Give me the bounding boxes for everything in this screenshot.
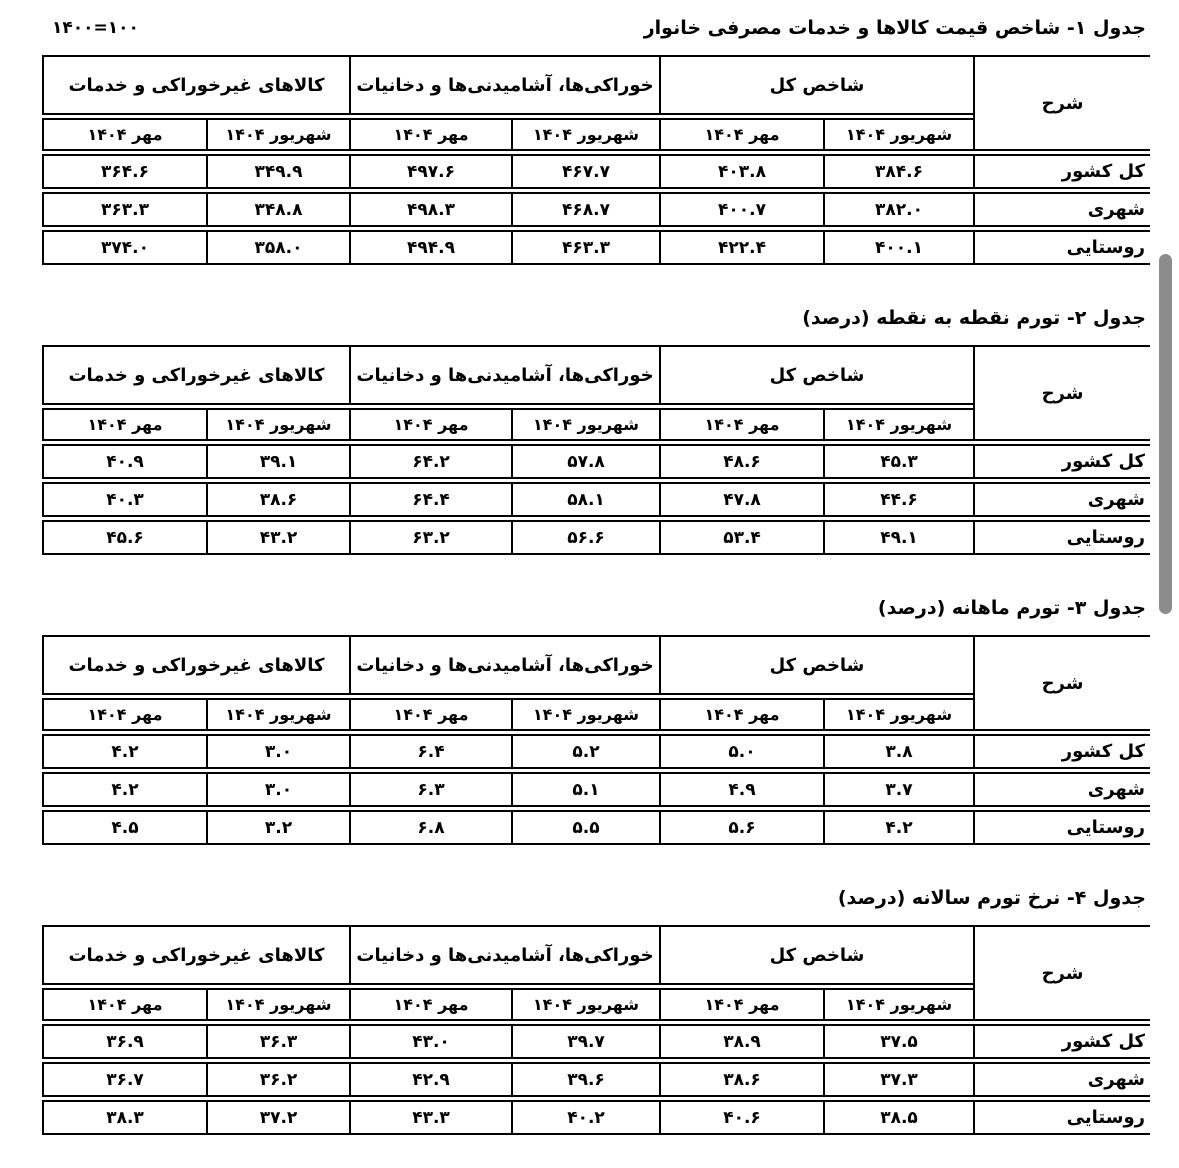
value-cell: ۴۶۳.۳ [511,230,659,265]
value-cell: ۵۳.۴ [659,520,823,555]
col-group-header: خوراکی‌ها، آشامیدنی‌ها و دخانیات [349,635,659,695]
value-cell: ۳.۰ [206,772,349,807]
value-cell: ۳۶.۹ [42,1024,206,1059]
value-cell: ۶۴.۴ [349,482,511,517]
row-label: کل کشور [973,1024,1150,1059]
col-group-header: شاخص کل [659,925,973,985]
table-title: جدول ۳- تورم ماهانه (درصد) [877,597,1146,619]
value-cell: ۴۰.۲ [511,1100,659,1135]
value-cell: ۳۸.۳ [42,1100,206,1135]
col-group-header: کالاهای غیرخوراکی و خدمات [42,635,349,695]
value-cell: ۴۰۳.۸ [659,154,823,189]
table-title-row [42,14,1146,42]
table-row [42,772,1150,807]
col-group-header: خوراکی‌ها، آشامیدنی‌ها و دخانیات [349,55,659,115]
value-cell: ۶.۳ [349,772,511,807]
table-title: جدول ۴- نرخ تورم سالانه (درصد) [837,887,1146,909]
value-cell: ۴.۲ [42,772,206,807]
value-cell: ۳۴۸.۸ [206,192,349,227]
row-label: کل کشور [973,444,1150,479]
col-subheader-month: مهر ۱۴۰۴ [659,408,823,441]
value-cell: ۶۴.۲ [349,444,511,479]
value-cell: ۵.۵ [511,810,659,845]
data-table-4 [42,922,1150,1138]
table-row [42,230,1150,265]
col-subheader-month: مهر ۱۴۰۴ [659,118,823,151]
value-cell: ۴۲۲.۴ [659,230,823,265]
table-row [42,444,1150,479]
value-cell: ۴۳.۲ [206,520,349,555]
table-row [42,1100,1150,1135]
col-group-header: شاخص کل [659,55,973,115]
table-row [42,1024,1150,1059]
col-subheader-month: مهر ۱۴۰۴ [659,988,823,1021]
data-table-1 [42,52,1150,268]
col-subheader-month: شهریور ۱۴۰۴ [511,698,659,731]
value-cell: ۳۸۴.۶ [823,154,973,189]
header-row-groups [42,55,1150,115]
value-cell: ۵۷.۸ [511,444,659,479]
col-subheader-month: شهریور ۱۴۰۴ [206,118,349,151]
value-cell: ۴۰.۶ [659,1100,823,1135]
value-cell: ۴۸.۶ [659,444,823,479]
col-subheader-month: شهریور ۱۴۰۴ [823,698,973,731]
col-subheader-month: مهر ۱۴۰۴ [349,408,511,441]
value-cell: ۳.۷ [823,772,973,807]
value-cell: ۴۴.۶ [823,482,973,517]
value-cell: ۳.۰ [206,734,349,769]
value-cell: ۴۶۸.۷ [511,192,659,227]
col-subheader-month: شهریور ۱۴۰۴ [206,988,349,1021]
col-subheader-month: شهریور ۱۴۰۴ [823,408,973,441]
col-subheader-month: شهریور ۱۴۰۴ [511,118,659,151]
document-page [42,14,1150,1138]
col-group-header: شاخص کل [659,345,973,405]
table-section-4 [42,884,1150,1138]
data-table-3 [42,632,1150,848]
value-cell: ۴۷.۸ [659,482,823,517]
value-cell: ۶۳.۲ [349,520,511,555]
value-cell: ۴۹.۱ [823,520,973,555]
col-group-header: خوراکی‌ها، آشامیدنی‌ها و دخانیات [349,345,659,405]
value-cell: ۴۵.۳ [823,444,973,479]
table-row [42,192,1150,227]
col-subheader-month: شهریور ۱۴۰۴ [206,408,349,441]
table-title-row [42,884,1146,912]
row-label: شهری [973,482,1150,517]
table-title-row [42,594,1146,622]
col-header-description: شرح [973,635,1150,731]
table-row [42,1062,1150,1097]
tables-container [42,14,1150,1138]
row-label: کل کشور [973,154,1150,189]
col-subheader-month: مهر ۱۴۰۴ [659,698,823,731]
col-subheader-month: مهر ۱۴۰۴ [42,988,206,1021]
value-cell: ۴۲.۹ [349,1062,511,1097]
value-cell: ۴.۲ [823,810,973,845]
value-cell: ۳.۸ [823,734,973,769]
value-cell: ۵.۰ [659,734,823,769]
value-cell: ۳۸.۹ [659,1024,823,1059]
table-title: جدول ۲- تورم نقطه به نقطه (درصد) [802,307,1146,329]
value-cell: ۳۴۹.۹ [206,154,349,189]
table-row [42,520,1150,555]
value-cell: ۳۶.۷ [42,1062,206,1097]
table-section-3 [42,594,1150,848]
row-label: شهری [973,192,1150,227]
col-subheader-month: مهر ۱۴۰۴ [349,698,511,731]
table-title: جدول ۱- شاخص قیمت کالاها و خدمات مصرفی خانوار [643,17,1146,39]
value-cell: ۳۹.۱ [206,444,349,479]
table-row [42,154,1150,189]
col-header-description: شرح [973,925,1150,1021]
value-cell: ۴۶۷.۷ [511,154,659,189]
value-cell: ۴۰.۹ [42,444,206,479]
value-cell: ۴.۲ [42,734,206,769]
value-cell: ۴.۹ [659,772,823,807]
table-row [42,482,1150,517]
data-table-2 [42,342,1150,558]
row-label: روستایی [973,230,1150,265]
table-section-2 [42,304,1150,558]
row-label: شهری [973,1062,1150,1097]
base-year-note: ۱۴۰۰=۱۰۰ [52,18,139,38]
row-label: شهری [973,772,1150,807]
value-cell: ۳۶.۲ [206,1062,349,1097]
col-header-description: شرح [973,55,1150,151]
col-subheader-month: مهر ۱۴۰۴ [349,988,511,1021]
value-cell: ۳.۲ [206,810,349,845]
value-cell: ۶.۸ [349,810,511,845]
row-label: کل کشور [973,734,1150,769]
value-cell: ۳۵۸.۰ [206,230,349,265]
value-cell: ۳۸.۵ [823,1100,973,1135]
value-cell: ۴۹۸.۳ [349,192,511,227]
value-cell: ۴۹۴.۹ [349,230,511,265]
col-subheader-month: مهر ۱۴۰۴ [42,408,206,441]
value-cell: ۳۹.۶ [511,1062,659,1097]
col-group-header: کالاهای غیرخوراکی و خدمات [42,925,349,985]
col-header-description: شرح [973,345,1150,441]
value-cell: ۵.۶ [659,810,823,845]
value-cell: ۳۶.۳ [206,1024,349,1059]
col-subheader-month: مهر ۱۴۰۴ [42,698,206,731]
table-row [42,734,1150,769]
value-cell: ۵.۱ [511,772,659,807]
value-cell: ۳۶۳.۳ [42,192,206,227]
row-label: روستایی [973,520,1150,555]
col-subheader-month: مهر ۱۴۰۴ [349,118,511,151]
scrollbar-thumb[interactable] [1159,254,1172,614]
header-row-groups [42,345,1150,405]
value-cell: ۳۷.۲ [206,1100,349,1135]
col-subheader-month: شهریور ۱۴۰۴ [206,698,349,731]
header-row-groups [42,635,1150,695]
value-cell: ۴۰۰.۷ [659,192,823,227]
value-cell: ۴۹۷.۶ [349,154,511,189]
value-cell: ۳۷.۳ [823,1062,973,1097]
table-row [42,810,1150,845]
value-cell: ۴۵.۶ [42,520,206,555]
value-cell: ۳۷۴.۰ [42,230,206,265]
table-section-1 [42,14,1150,268]
col-subheader-month: شهریور ۱۴۰۴ [511,988,659,1021]
value-cell: ۴۰.۳ [42,482,206,517]
value-cell: ۴.۵ [42,810,206,845]
header-row-groups [42,925,1150,985]
value-cell: ۴۰۰.۱ [823,230,973,265]
col-subheader-month: شهریور ۱۴۰۴ [511,408,659,441]
row-label: روستایی [973,810,1150,845]
value-cell: ۵.۲ [511,734,659,769]
value-cell: ۳۸.۶ [659,1062,823,1097]
table-title-row [42,304,1146,332]
value-cell: ۳۶۴.۶ [42,154,206,189]
col-group-header: کالاهای غیرخوراکی و خدمات [42,55,349,115]
col-subheader-month: مهر ۱۴۰۴ [42,118,206,151]
value-cell: ۳۹.۷ [511,1024,659,1059]
value-cell: ۴۳.۰ [349,1024,511,1059]
row-label: روستایی [973,1100,1150,1135]
value-cell: ۵۸.۱ [511,482,659,517]
col-group-header: شاخص کل [659,635,973,695]
col-subheader-month: شهریور ۱۴۰۴ [823,118,973,151]
value-cell: ۵۶.۶ [511,520,659,555]
col-group-header: خوراکی‌ها، آشامیدنی‌ها و دخانیات [349,925,659,985]
col-subheader-month: شهریور ۱۴۰۴ [823,988,973,1021]
col-group-header: کالاهای غیرخوراکی و خدمات [42,345,349,405]
value-cell: ۶.۴ [349,734,511,769]
value-cell: ۳۸.۶ [206,482,349,517]
value-cell: ۴۳.۳ [349,1100,511,1135]
value-cell: ۳۷.۵ [823,1024,973,1059]
value-cell: ۳۸۲.۰ [823,192,973,227]
